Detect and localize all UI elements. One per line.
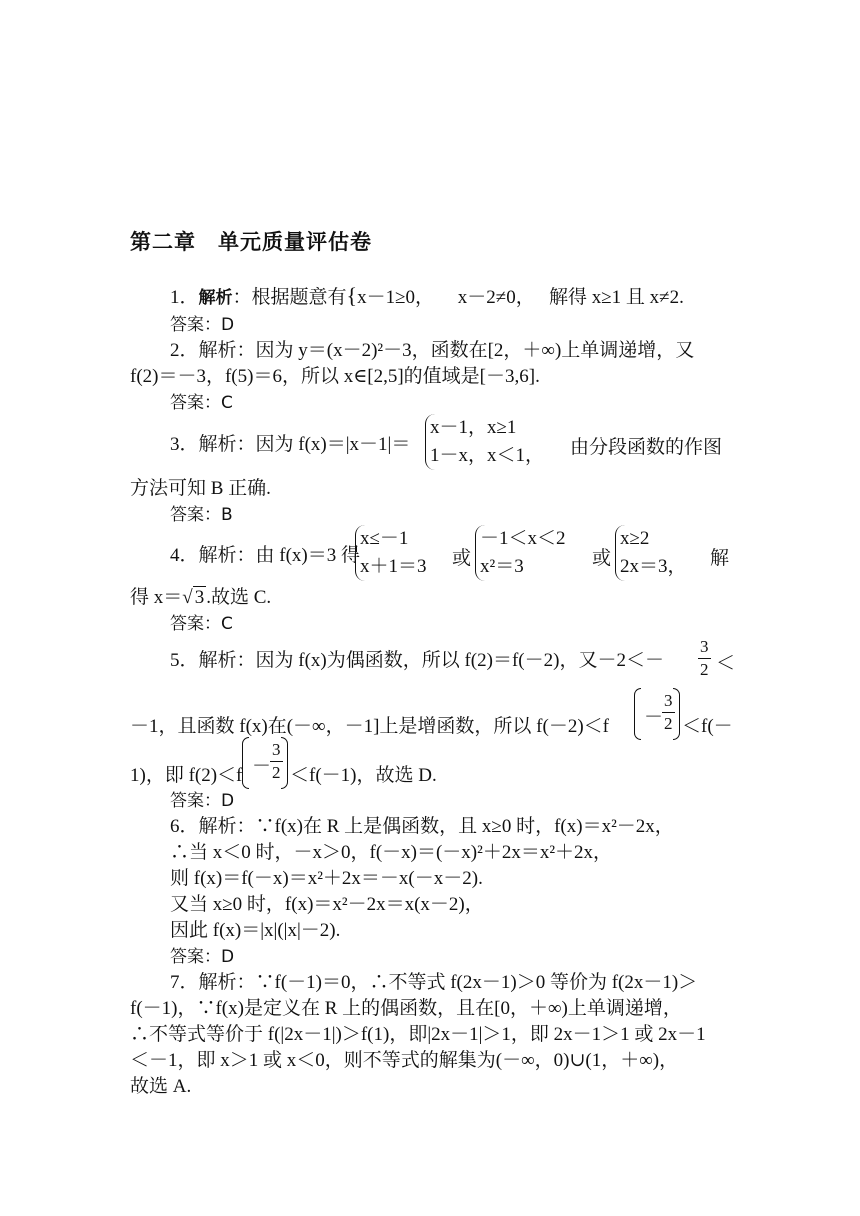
q4-answer: 答案：C (170, 614, 233, 634)
q5-frac-1 (698, 636, 711, 681)
q6-line-1: 6．解析：∵f(x)在 R 上是偶函数，且 x≥0 时，f(x)＝x²－2x， (170, 816, 674, 837)
q7-line-4: ＜－1，即 x＞1 或 x＜0，则不等式的解集为(－∞，0)∪(1，＋∞)， (130, 1050, 679, 1071)
q4-sys3-2: 2x＝3， (620, 556, 687, 577)
q4-brace-2 (475, 525, 566, 581)
q6-answer: 答案：D (170, 947, 235, 967)
q4-brace-3 (615, 525, 687, 581)
q4-system-2 (472, 525, 566, 581)
q4-line-2b: .故选 C. (206, 587, 272, 608)
q3-sys-1: x－1，x≥1 (430, 417, 517, 438)
q4-line-2 (130, 585, 730, 611)
q5-line-2a: －1，且函数 f(x)在(－∞，－1]上是增函数，所以 f(－2)＜f (130, 716, 609, 737)
q5-paren1-minus: － (644, 707, 664, 728)
q1-sys-1: x－1≥0， (357, 287, 435, 308)
q4-system-1 (352, 525, 427, 581)
q4-lead: 4．解析：由 f(x)＝3 得 (170, 545, 360, 566)
q5-paren-2 (242, 737, 288, 789)
page-title: 第二章 单元质量评估卷 (130, 230, 372, 254)
q5-paren1-num: 3 (662, 690, 675, 713)
sqrt-icon: √ (182, 587, 193, 608)
q5-line-3a: 1)，即 f(2)＜f (130, 765, 243, 786)
q3-line-2: 方法可知 B 正确. (130, 478, 271, 499)
q4-or-1: 或 (452, 548, 472, 569)
q3-system (422, 414, 544, 470)
q7-line-1: 7．解析：∵f(－1)＝0，∴不等式 f(2x－1)＞0 等价为 f(2x－1)＞ (170, 972, 698, 993)
q2-line-2: f(2)＝－3，f(5)＝6，所以 x∈[2,5]的值域是[－3,6]. (130, 366, 540, 387)
q5-line-3b: ＜f(－1)，故选 D. (290, 765, 437, 786)
q6-line-4: 又当 x≥0 时，f(x)＝x²－2x＝x(x－2)， (170, 894, 484, 915)
q4-or-2: 或 (592, 548, 612, 569)
q7-line-3: ∴不等式等价于 f(|2x－1|)＞f(1)，即|2x－1|＞1，即 2x－1＞1 或 2x－1 (130, 1024, 706, 1045)
q2-line-1: 2．解析：因为 y＝(x－2)²－3，函数在[2，＋∞)上单调递增，又 (170, 340, 695, 361)
q5-paren2-minus: － (252, 756, 272, 777)
q6-line-2: ∴当 x＜0 时，－x＞0，f(－x)＝(－x)²＋2x＝x²＋2x， (170, 842, 613, 863)
q6-line-5: 因此 f(x)＝|x|(|x|－2). (170, 920, 341, 941)
q3-sys-2: 1－x，x＜1， (430, 445, 545, 466)
q4-brace-1 (355, 525, 427, 581)
q5-paren1-den: 2 (664, 714, 673, 733)
q1-number: 1． (170, 287, 199, 308)
q4-sys1-1: x≤－1 (360, 528, 409, 549)
q1-text-b: 解得 x≥1 且 x≠2. (548, 287, 684, 308)
q3-brace (425, 414, 544, 470)
q3-tail: 由分段函数的作图 (570, 437, 723, 458)
q4-sys2-1: －1＜x＜2 (480, 528, 566, 549)
q1-line (170, 283, 730, 311)
q1-brace: { (346, 283, 358, 308)
q1-label: 解析 (198, 288, 233, 308)
q4-sys2-2: x²＝3 (480, 556, 524, 577)
q6-line-3: 则 f(x)＝f(－x)＝x²＋2x＝－x(－x－2). (170, 868, 483, 889)
q7-line-5: 故选 A. (130, 1076, 192, 1097)
q1-answer: 答案：D (170, 315, 235, 335)
q4-sys1-2: x＋1＝3 (360, 556, 427, 577)
q3-answer: 答案：B (170, 505, 233, 525)
q5-answer: 答案：D (170, 791, 235, 811)
q4-tail: 解 (710, 548, 730, 569)
q7-line-2: f(－1)，∵f(x)是定义在 R 上的偶函数，且在[0，＋∞)上单调递增， (130, 998, 682, 1019)
q5-paren-1 (634, 688, 680, 740)
q5-paren2-num: 3 (270, 739, 283, 762)
q5-line-1-end: ＜ (716, 653, 736, 674)
q1-sys-2: x－2≠0， (457, 287, 535, 308)
q5-paren2-den: 2 (272, 763, 281, 782)
q4-sqrt: 3 (194, 587, 205, 608)
q5-frac1-den: 2 (700, 660, 709, 679)
q2-answer: 答案：C (170, 393, 233, 413)
q4-sys3-1: x≥2 (620, 528, 650, 549)
q5-frac1-num: 3 (698, 636, 711, 659)
q5-line-1: 5．解析：因为 f(x)为偶函数，所以 f(2)＝f(－2)，又－2＜－ (170, 650, 664, 671)
q3-lead: 3．解析：因为 f(x)＝|x－1|＝ (170, 434, 411, 455)
q1-text-a: ：根据题意有 (232, 287, 347, 308)
q4-line-2a: 得 x＝ (130, 587, 183, 608)
q5-line-2b: ＜f(－ (682, 716, 733, 737)
q4-system-3 (612, 525, 687, 581)
